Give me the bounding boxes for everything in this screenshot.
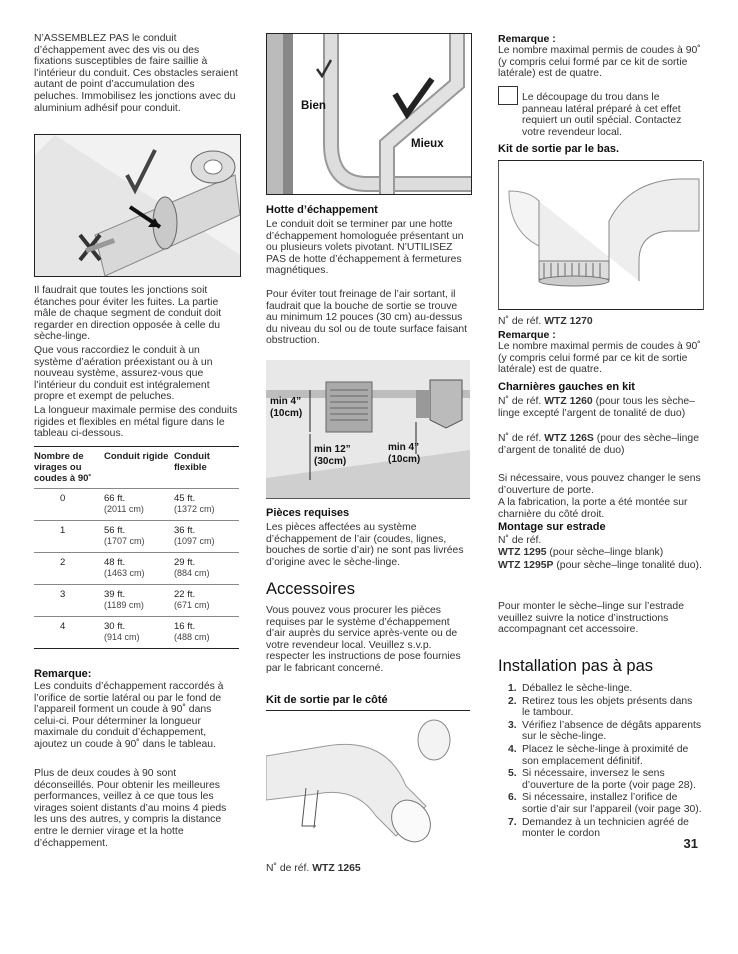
- duct-routing-figure: [266, 33, 472, 195]
- remark-title-top: Remarque :: [498, 33, 556, 45]
- list-item: 2. Retirez tous les objets présents dans le tambour.: [508, 695, 693, 719]
- hinge-ref-1: N˚ de réf. WTZ 1260 (pour tous les sèche–linge excepté l’argent de tonalité de duo): [498, 396, 695, 419]
- header-bends: Nombre de virages ou coudes à 90˚: [34, 451, 92, 484]
- remark-spacing: Plus de deux coudes à 90 sont déconseillés. Pour obtenir les meilleures performances, veillez à ce que tous les virages soient distants d’au moins 4 pieds les uns des autres, y compris la distance entre le dernier virage et la hotte d’échappement.: [34, 768, 227, 849]
- hinge-paragraph-4: A la fabrication, la porte a été montée sur charnière du côté droit.: [498, 497, 688, 520]
- max-length-paragraph: La longueur maximale permise des conduits rigides et flexibles en métal figure dans le tableau ci-dessous.: [34, 405, 238, 440]
- label-better: Mieux: [411, 138, 444, 150]
- bottom-kit-reference: N˚ de réf. WTZ 1270: [498, 316, 593, 327]
- joints-paragraph: Il faudrait que toutes les jonctions soit étanches pour éviter les fuites. La partie mâle de chaque segment de conduit doit regarder en direction opposée à celle du sèche-linge.: [34, 285, 222, 343]
- label-good: Bien: [301, 100, 326, 112]
- stand-title: Montage sur estrade: [498, 521, 606, 533]
- min4-top-label: min 4” (10cm): [270, 396, 303, 419]
- remark-title-bottom: Remarque :: [498, 329, 556, 341]
- side-kit-figure: [266, 716, 470, 846]
- parts-title: Pièces requises: [266, 507, 350, 519]
- header-rigid: Conduit rigide: [104, 451, 169, 462]
- remark-title: Remarque:: [34, 668, 92, 680]
- duct-assembly-warning: N’ASSEMBLEZ PAS le conduit d’échappement avec des vis ou des fixations susceptibles de faire saillie à l’intérieur du conduit. Ces obstacles seraient autant de point d’accumulation des peluches. Immobilisez les jonctions avec du aluminium adhésif pour conduit.: [34, 33, 238, 114]
- header-flexible: Conduit flexible: [174, 451, 210, 473]
- cutout-note: Le découpage du trou dans le panneau latéral préparé à cet effet requiert un outil spécial. Contactez votre revendeur local.: [522, 92, 682, 138]
- table-row: 3 39 ft. (1189 cm) 22 ft. (671 cm): [34, 585, 239, 617]
- accessories-title: Accessoires: [266, 580, 355, 598]
- side-kit-reference: N˚ de réf. WTZ 1265: [266, 863, 361, 874]
- accessories-paragraph: Vous pouvez vous procurer les pièces requises par le système d’échappement d’air auprès du service après-vente ou de votre revendeur local. Veuillez s.v.p. respecter les instructions de pose fournies par le fabricant concerné.: [266, 605, 461, 674]
- table-row: 2 48 ft. (1463 cm) 29 ft. (884 cm): [34, 553, 239, 585]
- side-kit-rule: [266, 710, 470, 711]
- hinge-ref-2: N˚ de réf. WTZ 126S (pour des sèche–linge d’argent de tonalité de duo): [498, 433, 699, 456]
- hood-paragraph-2: Pour éviter tout freinage de l’air sortant, il faudrait que la bouche de sortie se trouve au minimum 12 pouces (30 cm) au-dessus du niveau du sol ou de toute surface faisant obstruction.: [266, 289, 468, 347]
- bottom-kit-title: Kit de sortie par le bas.: [498, 143, 620, 155]
- remark-bends: Les conduits d’échappement raccordés à l’orifice de sortie latéral ou par le fond de l’appareil forment un coude à 90˚ dans celui-ci. Pour déterminer la longueur maximale du conduit d’échappement, ajoutez un coude à 90˚ dans le tableau.: [34, 681, 224, 750]
- table-row: 0 66 ft. (2011 cm) 45 ft. (1372 cm): [34, 489, 239, 521]
- hood-paragraph-1: Le conduit doit se terminer par une hotte d’échappement homologuée présentant un ou plusieurs volets pivotant. N’UTILISEZ PAS de hotte d’échappement à fermetures magnétiques.: [266, 219, 464, 277]
- remark-text-bottom: Le nombre maximal permis de coudes à 90˚ (y compris celui formé par ce kit de sortie latérale) est de quatre.: [498, 341, 701, 376]
- side-kit-title: Kit de sortie par le côté: [266, 694, 388, 706]
- page-number: 31: [683, 836, 698, 851]
- stand-paragraph: Pour monter le sèche–linge sur l’estrade veuillez suivre la notice d’instructions accompagnant cet accessoire.: [498, 601, 684, 636]
- bottom-kit-figure: [498, 161, 704, 310]
- stand-ref-label: N˚ de réf.: [498, 535, 542, 546]
- list-item: 1. Déballez le sèche-linge.: [508, 683, 633, 694]
- hood-clearance-figure: [266, 360, 470, 499]
- stand-ref-2: WTZ 1295P (pour sèche–linge tonalité duo).: [498, 560, 702, 571]
- installation-steps: [508, 683, 703, 841]
- remark-text-top: Le nombre maximal permis de coudes à 90˚ (y compris celui formé par ce kit de sortie latérale) est de quatre.: [498, 45, 701, 80]
- list-item: 5. Si nécessaire, inversez le sens d’ouverture de la porte (voir page 28).: [508, 768, 696, 791]
- duct-length-table: [34, 446, 239, 649]
- stand-ref-1: WTZ 1295 (pour sèche–linge blank): [498, 547, 664, 558]
- list-item: 6. Si nécessaire, installez l’orifice de sortie d’air sur l’appareil (voir page 30).: [508, 792, 702, 815]
- hood-title: Hotte d’échappement: [266, 204, 378, 216]
- parts-paragraph: Les pièces affectées au système d’échappement de l’air (coudes, lignes, bouches de sortie d’air) ne sont pas livrées d’origine avec le sèche-linge.: [266, 522, 464, 568]
- min4-right-label: min 4” (10cm): [388, 442, 421, 465]
- hinge-paragraph-3: Si nécessaire, vous pouvez changer le sens d’ouverture de porte.: [498, 473, 701, 496]
- table-row: 4 30 ft. (914 cm) 16 ft. (488 cm): [34, 617, 239, 649]
- list-item: 3. Vérifiez l’absence de dégâts apparents sur le sèche-linge.: [508, 719, 702, 743]
- list-item: 4. Placez le sèche-linge à proximité de son emplacement définitif.: [508, 743, 689, 767]
- list-item: 7. Demandez à un technicien agréé de monter le cordon: [508, 816, 689, 840]
- installation-title: Installation pas à pas: [498, 657, 654, 675]
- min12-label: min 12” (30cm): [314, 444, 351, 467]
- clean-duct-paragraph: Que vous raccordiez le conduit à un système d’aération préexistant ou à un nouveau système, assurez-vous que l’intérieur du conduit est intégralement propre et exempt de peluches.: [34, 345, 213, 403]
- note-box-icon: [498, 86, 518, 105]
- hinge-kit-title: Charnières gauches en kit: [498, 381, 635, 393]
- table-row: 1 56 ft. (1707 cm) 36 ft. (1097 cm): [34, 521, 239, 553]
- tape-joint-figure: [34, 134, 241, 277]
